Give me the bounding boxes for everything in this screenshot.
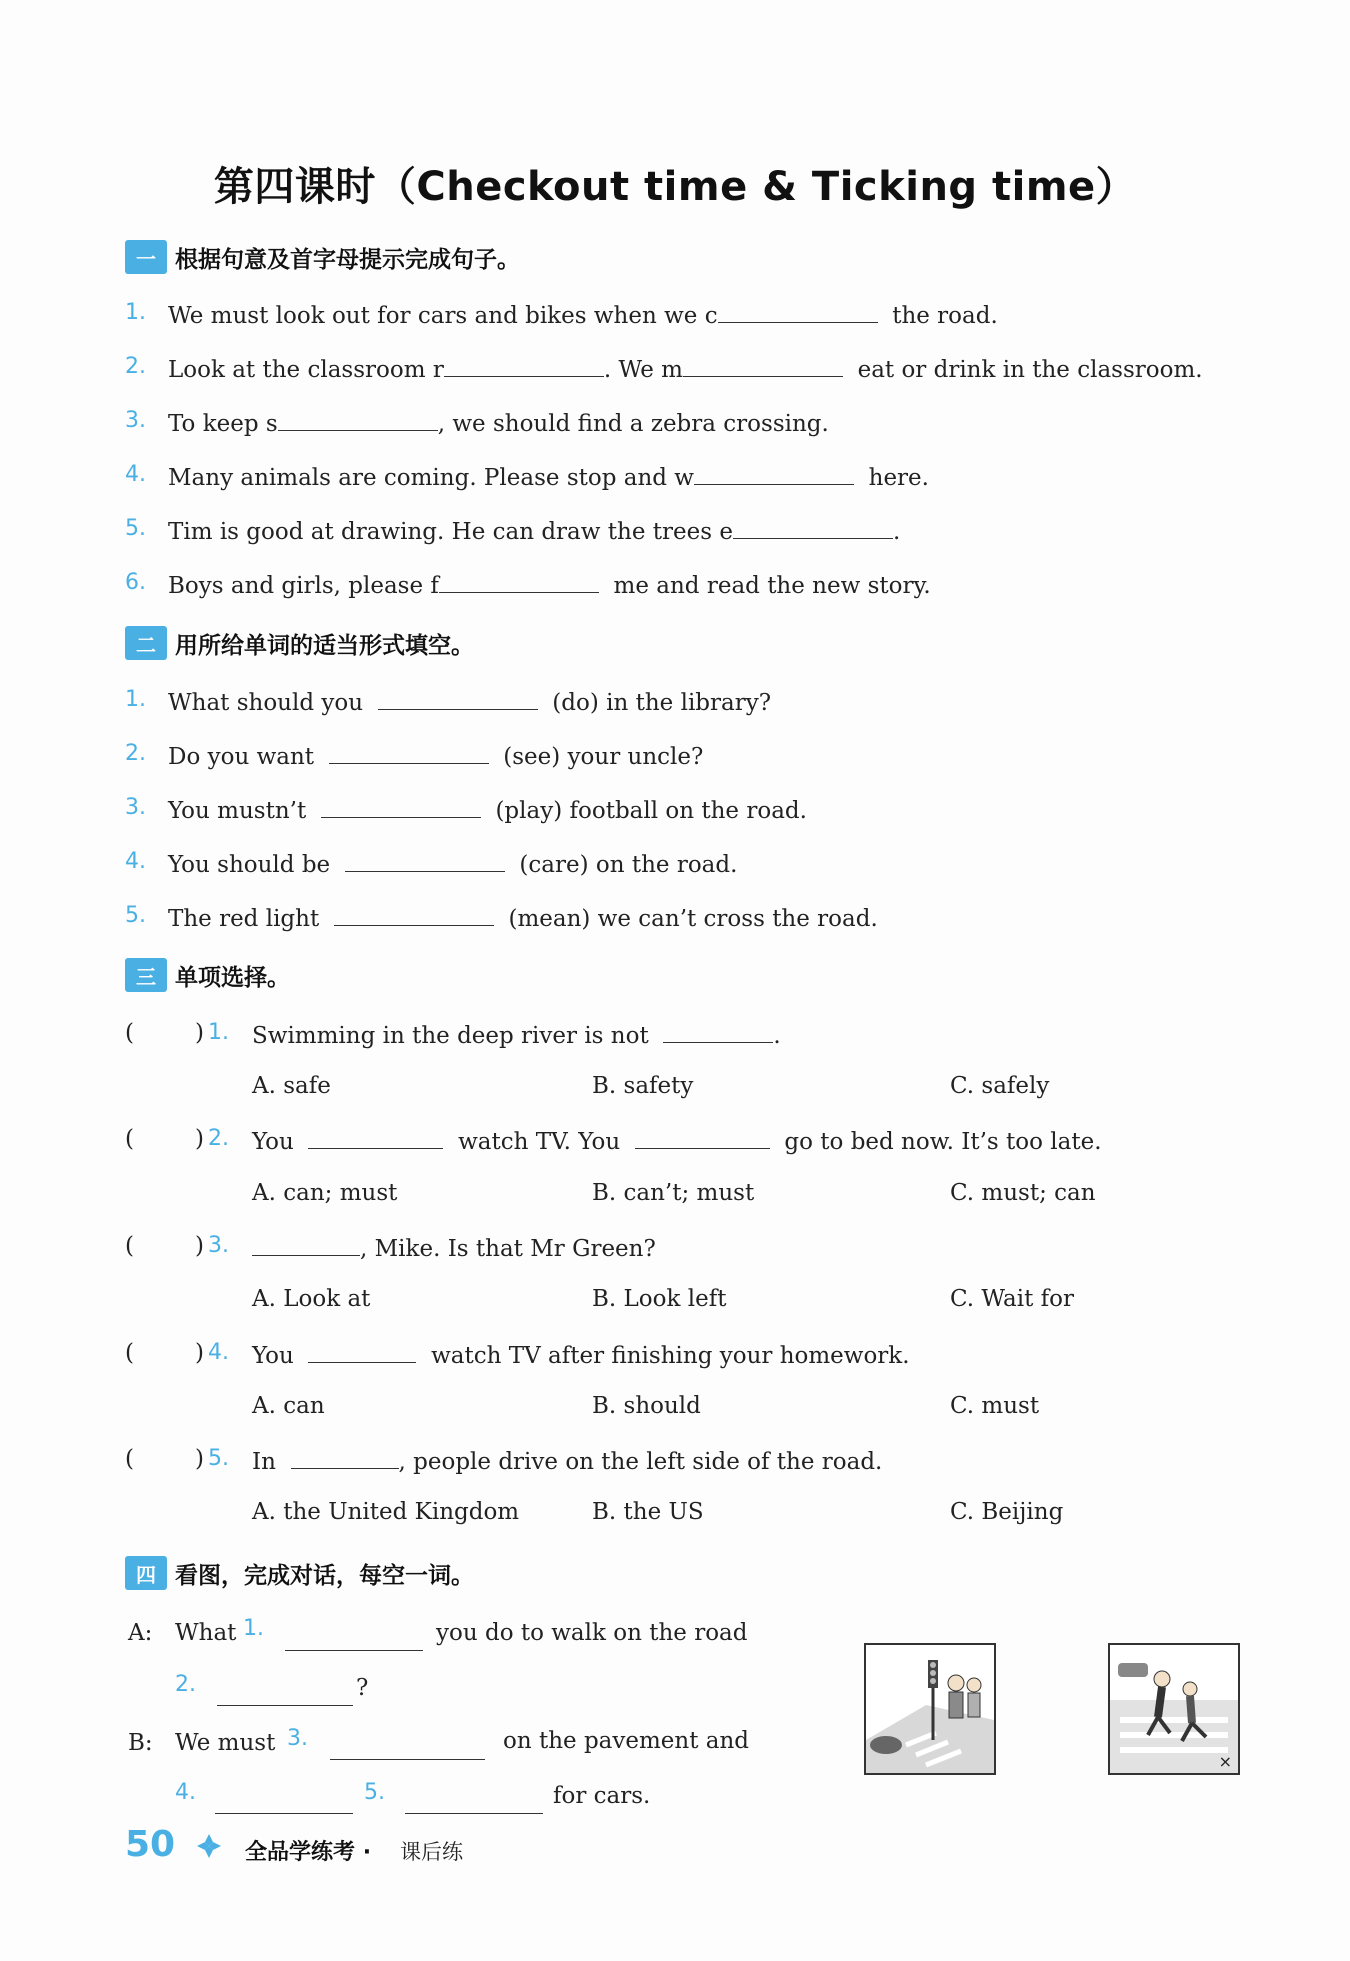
- question-text: watch TV after finishing your homework.: [431, 1343, 910, 1369]
- section-badge: 二: [125, 626, 167, 660]
- question-number: 2.: [208, 1126, 229, 1151]
- question-text: .: [892, 519, 901, 545]
- dialogue-text: ?: [356, 1675, 369, 1701]
- blank-number: 3.: [287, 1726, 308, 1751]
- question-text: Boys and girls, please f: [168, 573, 439, 599]
- blank-number: 5.: [364, 1780, 385, 1805]
- section-badge: 四: [125, 1556, 167, 1590]
- page-number: 50: [125, 1824, 176, 1865]
- question-text: You: [252, 1343, 294, 1369]
- speaker-a: A:: [128, 1620, 153, 1646]
- question-line: [252, 1020, 781, 1049]
- brand-text: 全品学练考: [245, 1840, 356, 1865]
- dialogue-text: for cars.: [553, 1783, 651, 1809]
- section-instruction: 看图，完成对话，每空一词。: [175, 1562, 474, 1589]
- question-text: Tim is good at drawing. He can draw the trees e: [168, 519, 733, 545]
- question-number: 4.: [208, 1340, 229, 1365]
- question-text: Look at the classroom r: [168, 357, 444, 383]
- question-line: [252, 1233, 656, 1262]
- question-number: 4.: [125, 849, 146, 874]
- question-number: 3.: [208, 1233, 229, 1258]
- question-text: (play) football on the road.: [495, 798, 807, 824]
- question-line: [168, 516, 900, 545]
- question-text: here.: [868, 465, 929, 491]
- question-number: 1.: [125, 687, 146, 712]
- option-c[interactable]: C. safely: [950, 1073, 1050, 1099]
- section-instruction: 用所给单词的适当形式填空。: [175, 632, 474, 659]
- question-text: In: [252, 1449, 276, 1475]
- answer-blank[interactable]: [378, 687, 538, 710]
- answer-blank[interactable]: [308, 1340, 416, 1363]
- question-text: The red light: [168, 906, 320, 932]
- question-text: eat or drink in the classroom.: [857, 357, 1203, 383]
- question-number: 6.: [125, 570, 146, 595]
- question-text: , Mike. Is that Mr Green?: [360, 1236, 656, 1262]
- option-a[interactable]: A. safe: [252, 1073, 331, 1099]
- answer-blank[interactable]: [291, 1446, 399, 1469]
- answer-paren-right: ): [195, 1446, 204, 1472]
- answer-blank[interactable]: [334, 903, 494, 926]
- answer-blank[interactable]: [330, 1737, 485, 1760]
- question-text: , people drive on the left side of the road.: [398, 1449, 883, 1475]
- dialogue-text: on the pavement and: [503, 1728, 750, 1754]
- question-number: 5.: [125, 516, 146, 541]
- question-line: [168, 903, 878, 932]
- question-line: [168, 570, 931, 599]
- question-number: 3.: [125, 795, 146, 820]
- option-b[interactable]: B. the US: [592, 1499, 704, 1525]
- option-b[interactable]: B. Look left: [592, 1286, 727, 1312]
- option-a[interactable]: A. can; must: [252, 1180, 398, 1206]
- question-number: 5.: [208, 1446, 229, 1471]
- answer-paren-right: ): [195, 1126, 204, 1152]
- answer-blank[interactable]: [329, 741, 489, 764]
- answer-blank[interactable]: [321, 795, 481, 818]
- section-2-header: [125, 626, 474, 660]
- section-badge: 一: [125, 240, 167, 274]
- answer-paren-left[interactable]: (: [125, 1446, 134, 1472]
- answer-blank[interactable]: [439, 570, 599, 593]
- question-number: 1.: [208, 1020, 229, 1045]
- answer-blank[interactable]: [405, 1791, 543, 1814]
- dialogue-text: you do to walk on the road: [436, 1620, 748, 1646]
- answer-blank[interactable]: [252, 1233, 360, 1256]
- question-text: To keep s: [168, 411, 278, 437]
- question-line: [168, 741, 703, 770]
- answer-paren-right: ): [195, 1020, 204, 1046]
- option-c[interactable]: C. Beijing: [950, 1499, 1064, 1525]
- question-text: watch TV. You: [458, 1129, 621, 1155]
- question-number: 2.: [125, 354, 146, 379]
- answer-paren-left[interactable]: (: [125, 1340, 134, 1366]
- answer-blank[interactable]: [308, 1126, 443, 1149]
- traffic-light-illustration: [866, 1645, 994, 1773]
- question-number: 4.: [125, 462, 146, 487]
- question-text: You mustn’t: [168, 798, 307, 824]
- answer-paren-right: ): [195, 1340, 204, 1366]
- option-b[interactable]: B. should: [592, 1393, 701, 1419]
- question-text: Many animals are coming. Please stop and w: [168, 465, 694, 491]
- question-line: [168, 462, 929, 491]
- answer-paren-left[interactable]: (: [125, 1126, 134, 1152]
- question-text: Swimming in the deep river is not: [252, 1023, 649, 1049]
- answer-blank[interactable]: [285, 1628, 423, 1651]
- section-1-header: [125, 240, 520, 274]
- answer-blank[interactable]: [217, 1683, 353, 1706]
- option-c[interactable]: C. Wait for: [950, 1286, 1075, 1312]
- speaker-b: B:: [128, 1730, 153, 1756]
- answer-blank[interactable]: [278, 408, 438, 431]
- question-text: We must look out for cars and bikes when we c: [168, 303, 718, 329]
- picture-traffic-light: [864, 1643, 996, 1775]
- question-number: 1.: [125, 300, 146, 325]
- section-instruction: 单项选择。: [175, 964, 290, 991]
- question-text: . We m: [603, 357, 683, 383]
- answer-blank[interactable]: [694, 462, 854, 485]
- question-text: Do you want: [168, 744, 315, 770]
- question-text: me and read the new story.: [613, 573, 931, 599]
- question-number: 2.: [125, 741, 146, 766]
- question-text: (mean) we can’t cross the road.: [508, 906, 878, 932]
- wrong-mark: ×: [1218, 1752, 1232, 1771]
- picture-kids-crossing: [1108, 1643, 1240, 1775]
- diamond-icon: [195, 1832, 223, 1860]
- question-line: [252, 1126, 1102, 1155]
- option-c[interactable]: C. must; can: [950, 1180, 1096, 1206]
- question-text: the road.: [892, 303, 998, 329]
- question-line: [168, 849, 737, 878]
- option-b[interactable]: B. can’t; must: [592, 1180, 755, 1206]
- answer-blank[interactable]: [635, 1126, 770, 1149]
- brand-separator: ·: [362, 1840, 372, 1865]
- question-text: , we should find a zebra crossing.: [437, 411, 829, 437]
- section-4-header: [125, 1556, 474, 1590]
- question-line: [168, 300, 998, 329]
- answer-blank[interactable]: [345, 849, 505, 872]
- blank-number: 2.: [175, 1672, 196, 1697]
- question-line: [168, 795, 807, 824]
- dialogue-text: What: [175, 1620, 237, 1646]
- answer-blank[interactable]: [683, 354, 843, 377]
- question-number: 3.: [125, 408, 146, 433]
- question-line: [252, 1446, 882, 1475]
- section-instruction: 根据句意及首字母提示完成句子。: [175, 246, 520, 273]
- question-text: go to bed now. It’s too late.: [784, 1129, 1102, 1155]
- option-a[interactable]: A. Look at: [252, 1286, 371, 1312]
- question-text: You: [252, 1129, 294, 1155]
- question-text: (care) on the road.: [519, 852, 738, 878]
- answer-paren-left[interactable]: (: [125, 1233, 134, 1259]
- question-line: [168, 408, 829, 437]
- question-line: [252, 1340, 910, 1369]
- answer-blank[interactable]: [444, 354, 604, 377]
- brand-name: [245, 1835, 371, 1866]
- option-a[interactable]: A. can: [252, 1393, 325, 1419]
- answer-blank[interactable]: [663, 1020, 773, 1043]
- answer-paren-left[interactable]: (: [125, 1020, 134, 1046]
- blank-number: 4.: [175, 1780, 196, 1805]
- section-badge: 三: [125, 958, 167, 992]
- blank-number: 1.: [243, 1616, 264, 1641]
- answer-blank[interactable]: [215, 1791, 353, 1814]
- question-text: What should you: [168, 690, 364, 716]
- answer-blank[interactable]: [733, 516, 893, 539]
- question-text: .: [773, 1023, 781, 1049]
- option-b[interactable]: B. safety: [592, 1073, 694, 1099]
- brand-subtitle: 课后练: [400, 1840, 463, 1864]
- question-line: [168, 354, 1203, 383]
- option-a[interactable]: A. the United Kingdom: [252, 1499, 520, 1525]
- dialogue-text: We must: [175, 1730, 276, 1756]
- page-title: 第四课时（Checkout time & Ticking time）: [213, 164, 1137, 210]
- section-3-header: [125, 958, 290, 992]
- option-c[interactable]: C. must: [950, 1393, 1040, 1419]
- question-text: (do) in the library?: [552, 690, 772, 716]
- answer-blank[interactable]: [718, 300, 878, 323]
- question-text: You should be: [168, 852, 331, 878]
- question-text: (see) your uncle?: [503, 744, 704, 770]
- question-line: [168, 687, 771, 716]
- answer-paren-right: ): [195, 1233, 204, 1259]
- question-number: 5.: [125, 903, 146, 928]
